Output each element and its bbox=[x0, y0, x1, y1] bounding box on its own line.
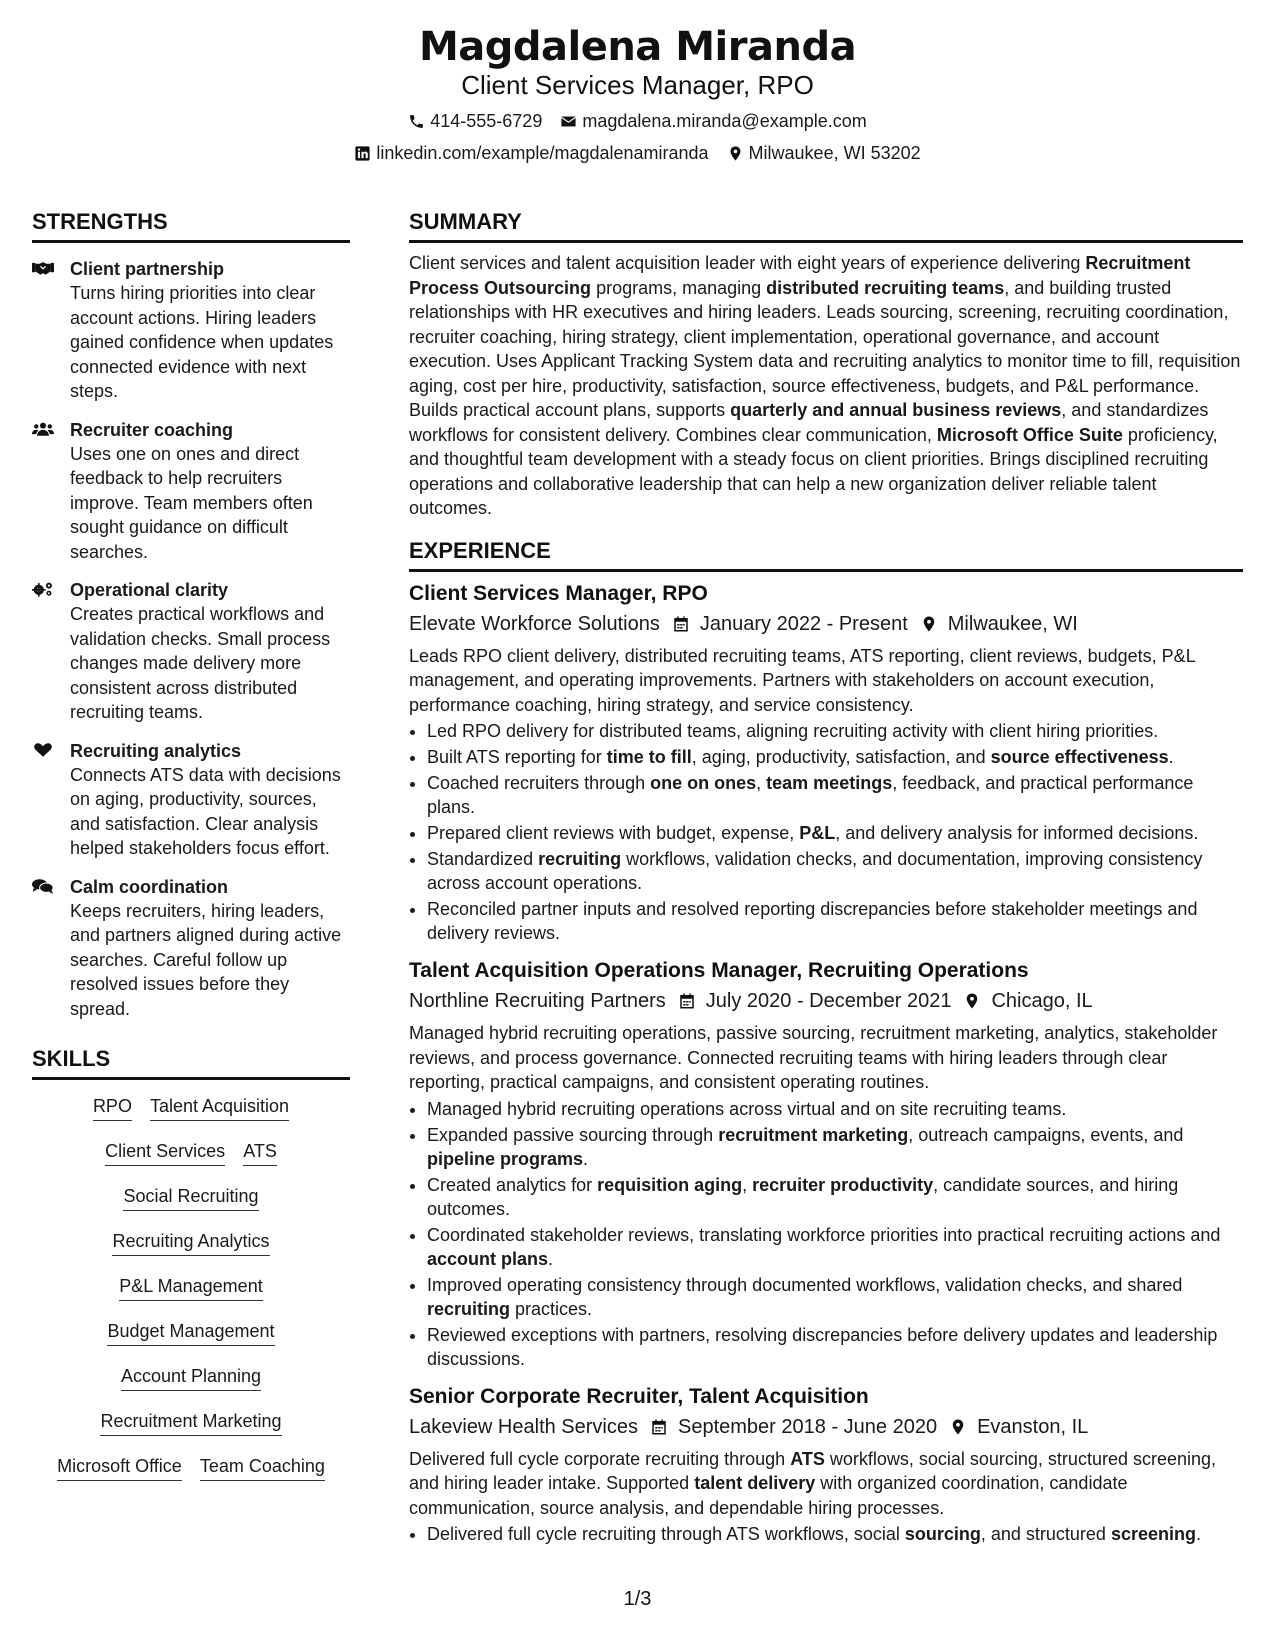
job-location: Evanston, IL bbox=[949, 1414, 1088, 1440]
list-item: • Improved operating consistency through documented workflows, validation checks, and shared recruiting practices. bbox=[427, 1273, 1243, 1321]
job-description: Leads RPO client delivery, distributed recruiting teams, ATS reporting, client reviews, budgets, P&L management, and operating improvements. Partners with stakeholders on account execution, performance coaching, hiring strategy, and service consistency. bbox=[409, 645, 1196, 715]
job-entry bbox=[409, 1383, 1243, 1547]
left-column bbox=[32, 208, 350, 1499]
list-item: • Delivered full cycle recruiting through ATS workflows, social sourcing, and structured screening. bbox=[427, 1522, 1243, 1546]
skill-row bbox=[32, 1184, 350, 1229]
skill-tag: ATS bbox=[243, 1139, 277, 1166]
bold-keyword: requisition aging bbox=[597, 1174, 743, 1195]
bold-keyword: recruitment marketing bbox=[718, 1124, 909, 1145]
job-company: Lakeview Health Services bbox=[409, 1415, 638, 1438]
job-bullets bbox=[409, 1097, 1243, 1371]
list-item: • Standardized recruiting workflows, validation checks, and documentation, improving consistency across account operations. bbox=[427, 847, 1243, 895]
bold-keyword: account plans bbox=[427, 1248, 549, 1269]
bold-keyword: recruiting bbox=[427, 1298, 511, 1319]
strength-title: Calm coordination bbox=[70, 876, 229, 897]
bold-keyword: P&L bbox=[799, 823, 836, 843]
strength-title: Client partnership bbox=[70, 259, 225, 279]
job-description: Managed hybrid recruiting operations, passive sourcing, recruitment marketing, analytics, stakeholder reviews, and process governance. Connected recruiting teams with hiring leaders through clear reporting, practical campaigns, and consistent operating routines. bbox=[409, 1023, 1218, 1092]
bold-keyword: distributed recruiting teams bbox=[766, 277, 1005, 298]
job-company: Elevate Workforce Solutions bbox=[409, 612, 660, 635]
phone-contact bbox=[408, 110, 542, 132]
calendar-icon bbox=[672, 615, 690, 633]
experience-list bbox=[409, 580, 1243, 1547]
skill-tag: Budget Management bbox=[107, 1319, 274, 1346]
job-meta bbox=[409, 1414, 1243, 1440]
comments-icon bbox=[32, 877, 54, 895]
strength-desc: Connects ATS data with decisions on aging, productivity, sources, and satisfaction. Clear analysis helped stakeholders focus effort. bbox=[70, 764, 341, 858]
skill-tag: Account Planning bbox=[121, 1364, 261, 1391]
candidate-name: Magdalena Miranda bbox=[418, 24, 857, 70]
strength-desc: Uses one on ones and direct feedback to help recruiters improve. Team members often sought guidance on difficult searches. bbox=[70, 443, 313, 562]
strength-item bbox=[32, 578, 350, 725]
job-meta bbox=[409, 611, 1243, 637]
bold-keyword: recruiting bbox=[538, 849, 622, 869]
map-pin-icon bbox=[949, 1418, 967, 1436]
map-pin-icon bbox=[727, 145, 744, 162]
bold-keyword: Recruitment Process Outsourcing bbox=[409, 253, 1191, 298]
summary-text: Client services and talent acquisition leader with eight years of experience delivering Recruitment Process Outsourcing programs, managing distributed recruiting teams, and building trusted relationships with HR executives and hiring leaders. Leads sourcing, screening, recruiting coordination, recruiter coaching, hiring strategy, client implementation, operational governance, and account execution. Uses Applicant Tracking System data and recruiting analytics to monitor time to fill, requisition aging, cost per hire, productivity, satisfaction, source effectiveness, budgets, and P&L performance. Builds practical account plans, supports quarterly and annual business reviews, and standardizes workflows for consistent delivery. Combines clear communication, Microsoft Office Suite proficiency, and thoughtful team development with a steady focus on client priorities. Brings disciplined recruiting operations and collaborative leadership that can help a new organization deliver reliable talent outcomes. bbox=[409, 253, 1241, 518]
strength-item bbox=[32, 739, 350, 861]
envelope-icon bbox=[560, 113, 577, 130]
list-item: • Managed hybrid recruiting operations across virtual and on site recruiting teams. bbox=[427, 1097, 1243, 1121]
job-company: Northline Recruiting Partners bbox=[409, 990, 666, 1012]
job-description: Delivered full cycle corporate recruiting through ATS workflows, social sourcing, structured screening, and hiring leader intake. Supported talent delivery with organized coordination, candidate communication, source analysis, and dependable hiring processes. bbox=[409, 1448, 1217, 1518]
email-text: magdalena.miranda@example.com bbox=[582, 111, 867, 131]
skill-tag: RPO bbox=[93, 1094, 132, 1121]
skill-tag: Talent Acquisition bbox=[150, 1094, 289, 1121]
skill-row bbox=[32, 1139, 350, 1184]
summary-heading: SUMMARY bbox=[409, 208, 1243, 243]
location-contact bbox=[727, 142, 921, 164]
strength-item bbox=[32, 418, 350, 565]
list-item: • Coordinated stakeholder reviews, translating workforce priorities into practical recruiting actions and account plans. bbox=[427, 1223, 1243, 1271]
strength-title: Operational clarity bbox=[70, 580, 229, 600]
skill-row bbox=[32, 1409, 350, 1454]
strength-desc: Keeps recruiters, hiring leaders, and partners aligned during active searches. Careful follow up resolved issues before they spread. bbox=[70, 900, 342, 1019]
resume-header bbox=[0, 22, 1275, 164]
strength-desc: Creates practical workflows and validation checks. Small process changes made delivery more consistent across distributed recruiting teams. bbox=[70, 604, 331, 722]
heart-icon bbox=[32, 741, 54, 759]
linkedin-icon bbox=[354, 145, 371, 162]
job-title: Talent Acquisition Operations Manager, Recruiting Operations bbox=[409, 959, 1029, 982]
bold-keyword: time to fill bbox=[606, 747, 692, 767]
bold-keyword: talent delivery bbox=[694, 1473, 816, 1493]
strengths-heading: STRENGTHS bbox=[32, 208, 350, 243]
page-number: 1/3 bbox=[623, 1588, 652, 1610]
bold-keyword: quarterly and annual business reviews bbox=[730, 400, 1062, 420]
map-pin-icon bbox=[963, 992, 981, 1010]
skill-tag: Team Coaching bbox=[200, 1454, 325, 1481]
list-item: • Reconciled partner inputs and resolved reporting discrepancies before stakeholder meetings and delivery reviews. bbox=[427, 897, 1243, 945]
list-item: • Coached recruiters through one on ones, team meetings, feedback, and practical performance plans. bbox=[427, 771, 1243, 819]
strength-item bbox=[32, 875, 350, 1022]
job-bullets bbox=[409, 719, 1243, 945]
skill-tag: Social Recruiting bbox=[123, 1184, 258, 1211]
contact-row-1 bbox=[0, 110, 1275, 132]
email-contact bbox=[560, 110, 866, 132]
bold-keyword: ATS bbox=[790, 1448, 825, 1469]
skill-row bbox=[32, 1274, 350, 1319]
calendar-icon bbox=[678, 992, 696, 1010]
linkedin-text: linkedin.com/example/magdalenamiranda bbox=[376, 143, 709, 163]
bold-keyword: team meetings bbox=[766, 773, 893, 793]
skill-tag: Recruitment Marketing bbox=[100, 1409, 281, 1436]
bold-keyword: sourcing bbox=[904, 1524, 981, 1544]
job-location: Chicago, IL bbox=[963, 988, 1092, 1014]
job-dates: September 2018 - June 2020 bbox=[650, 1414, 937, 1440]
skill-row bbox=[32, 1229, 350, 1274]
skills-list bbox=[32, 1094, 350, 1499]
contact-row-2 bbox=[0, 142, 1275, 164]
bold-keyword: screening bbox=[1110, 1524, 1196, 1544]
strength-title: Recruiting analytics bbox=[70, 740, 242, 761]
skill-row bbox=[32, 1094, 350, 1139]
skill-tag: Microsoft Office bbox=[57, 1454, 182, 1481]
list-item: • Led RPO delivery for distributed teams, aligning recruiting activity with client hiring priorities. bbox=[427, 719, 1243, 743]
linkedin-contact bbox=[354, 142, 708, 164]
strength-item bbox=[32, 257, 350, 404]
right-column bbox=[409, 208, 1243, 1548]
bold-keyword: pipeline programs bbox=[427, 1148, 584, 1169]
skill-tag: Client Services bbox=[105, 1139, 225, 1166]
skill-row bbox=[32, 1364, 350, 1409]
users-icon bbox=[32, 420, 54, 438]
phone-text: 414-555-6729 bbox=[430, 111, 543, 131]
list-item: • Created analytics for requisition aging, recruiter productivity, candidate sources, and hiring outcomes. bbox=[427, 1173, 1243, 1221]
list-item: • Reviewed exceptions with partners, resolving discrepancies before delivery updates and leadership discussions. bbox=[427, 1323, 1243, 1371]
bold-keyword: source effectiveness bbox=[990, 747, 1169, 767]
job-bullets bbox=[409, 1522, 1243, 1546]
list-item: • Prepared client reviews with budget, expense, P&L, and delivery analysis for informed decisions. bbox=[427, 821, 1243, 845]
job-meta bbox=[409, 988, 1243, 1014]
bold-keyword: Microsoft Office Suite bbox=[936, 424, 1123, 445]
skill-row bbox=[32, 1454, 350, 1499]
job-dates: January 2022 - Present bbox=[672, 611, 908, 637]
skill-row bbox=[32, 1319, 350, 1364]
bold-keyword: recruiter productivity bbox=[752, 1174, 934, 1195]
list-item: • Expanded passive sourcing through recruitment marketing, outreach campaigns, events, and pipeline programs. bbox=[427, 1123, 1243, 1171]
handshake-icon bbox=[32, 259, 54, 277]
candidate-title: Client Services Manager, RPO bbox=[461, 70, 814, 100]
experience-heading: EXPERIENCE bbox=[409, 537, 1243, 572]
bold-keyword: one on ones bbox=[650, 773, 757, 793]
gears-icon bbox=[32, 580, 54, 598]
map-pin-icon bbox=[920, 615, 938, 633]
job-dates: July 2020 - December 2021 bbox=[678, 988, 952, 1014]
job-entry bbox=[409, 580, 1243, 946]
strength-title: Recruiter coaching bbox=[70, 419, 234, 440]
strength-desc: Turns hiring priorities into clear account actions. Hiring leaders gained confidence when updates connected evidence with next steps. bbox=[70, 283, 334, 401]
calendar-icon bbox=[650, 1418, 668, 1436]
phone-icon bbox=[408, 113, 425, 130]
skills-heading: SKILLS bbox=[32, 1045, 350, 1080]
list-item: • Built ATS reporting for time to fill, aging, productivity, satisfaction, and source effectiveness. bbox=[427, 745, 1243, 769]
job-title: Client Services Manager, RPO bbox=[409, 581, 708, 605]
skill-tag: Recruiting Analytics bbox=[112, 1229, 269, 1256]
location-text: Milwaukee, WI 53202 bbox=[748, 143, 921, 163]
skill-tag: P&L Management bbox=[119, 1274, 262, 1301]
job-title: Senior Corporate Recruiter, Talent Acquisition bbox=[409, 1384, 869, 1408]
job-entry bbox=[409, 957, 1243, 1371]
job-location: Milwaukee, WI bbox=[920, 611, 1078, 637]
